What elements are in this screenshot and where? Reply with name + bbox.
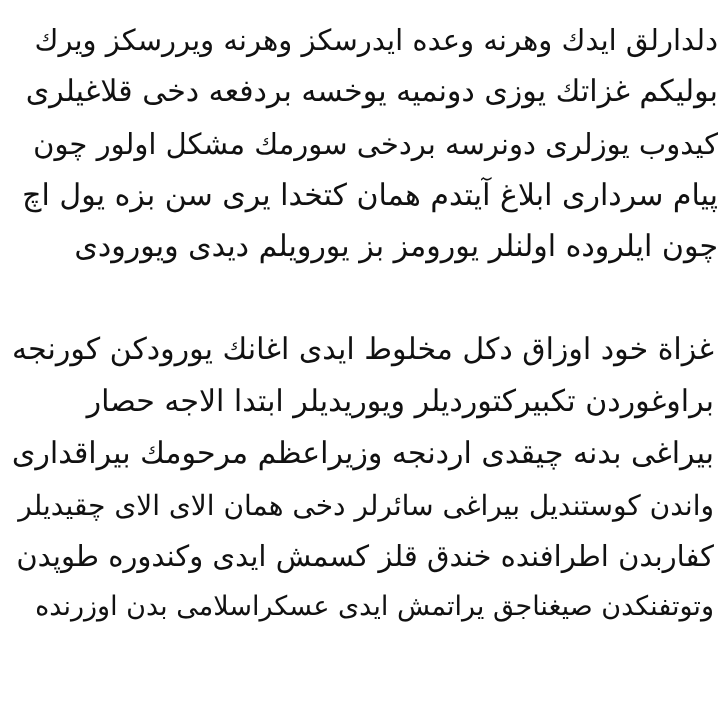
text-line: وتوتفنکدن صیغناجق یراتمش ایدی عسکراسلامی بدن اوزرنده	[35, 591, 714, 622]
text-line: واندن کوستندیل بیراغی سائرلر دخی همان الای الای چقیدیلر	[18, 489, 714, 522]
text-line: براوغوردن تکبیرکتوردیلر ویوریدیلر ابتدا الاجه حصار	[86, 384, 714, 419]
text-line: بیراغی بدنه چیقدی اردنجه وزیراعظم مرحومك بیراقداری	[12, 436, 714, 471]
text-line: کیدوب یوزلری دونرسه بردخی سورمك مشکل اولور چون	[33, 127, 718, 161]
text-line: پیام سرداری ابلاغ آیتدم همان کتخدا یری سن بزه یول اچ	[22, 178, 718, 213]
text-line: کفاربدن اطرافنده خندق قلز کسمش ایدی وکندوره طوپدن	[16, 539, 714, 573]
text-line: چون ایلروده اولنلر یورومز بز یورویلم دیدی ویورودی	[74, 229, 718, 264]
text-line: غزاة خود اوزاق دکل مخلوط ایدی اغانك یورودکن کورنجه	[12, 332, 714, 367]
text-line: دلدارلق ایدك وهرنه وعده ایدرسکز وهرنه ویررسکز ویرك	[34, 23, 718, 57]
text-line: بولیکم غزاتك یوزی دونمیه یوخسه بردفعه دخی قلاغیلری	[25, 74, 718, 109]
